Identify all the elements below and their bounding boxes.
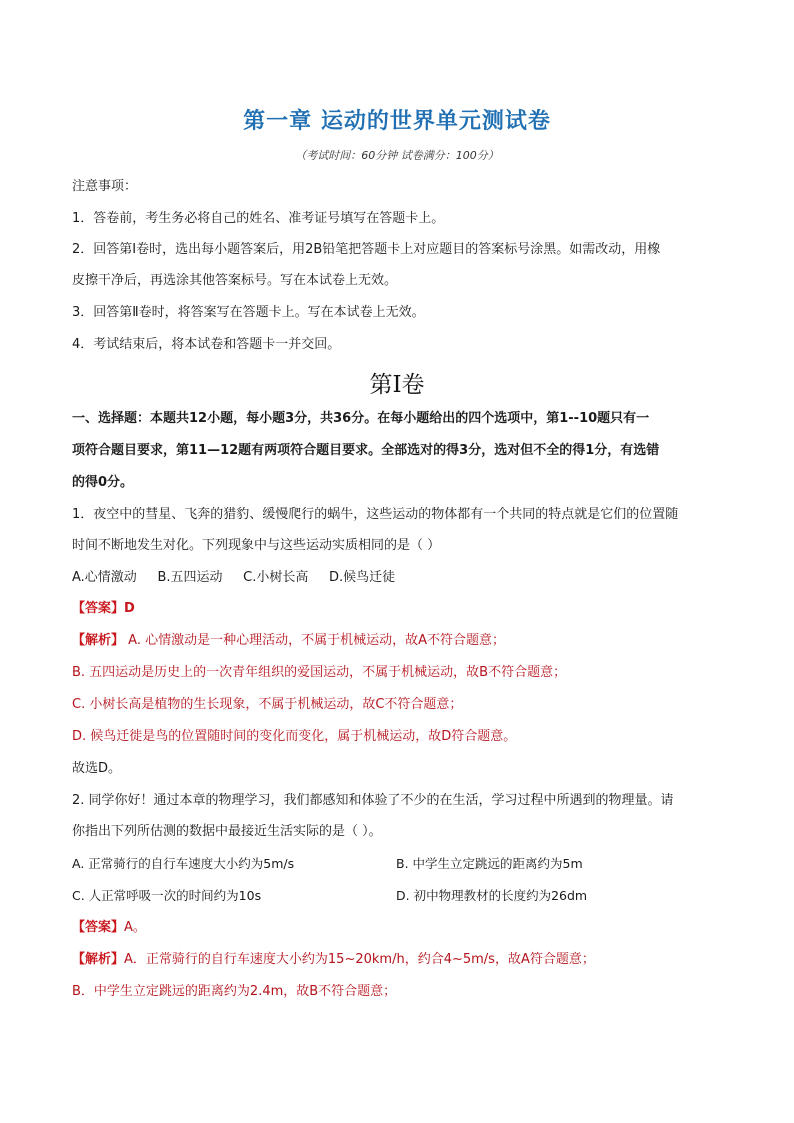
q2-answer-value: A。 — [124, 920, 146, 935]
q1-answer-value: D — [124, 601, 135, 616]
q2-option-d: D. 初中物理教材的长度约为26dm — [396, 888, 588, 903]
q1-analysis-line-2: B. 五四运动是历史上的一次青年组织的爱国运动，不属于机械运动，故B不符合题意； — [72, 665, 567, 680]
q1-analysis-line-1 — [72, 632, 732, 650]
notice-item-3: 3．回答第Ⅱ卷时，将答案写在答题卡上。写在本试卷上无效。 — [72, 305, 425, 320]
q2-analysis-line-1 — [72, 951, 732, 969]
q1-answer-tag: 【答案】 — [72, 601, 125, 616]
q1-answer — [72, 600, 732, 618]
q2-answer — [72, 919, 732, 937]
instructions-line-1: 一、选择题：本题共12小题，每小题3分，共36分。在每小题给出的四个选项中，第1--10题只有一 — [72, 411, 650, 426]
q2-analysis-text-1: A．正常骑行的自行车速度大小约为15~20km/h，约合4~5m/s，故A符合题意； — [124, 952, 595, 967]
q2-option-b: B. 中学生立定跳远的距离约为5m — [396, 856, 583, 871]
q1-analysis-line-3: C. 小树长高是植物的生长现象，不属于机械运动，故C不符合题意； — [72, 697, 463, 712]
q1-analysis-text-1: A. 心情激动是一种心理活动，不属于机械运动，故A不符合题意； — [124, 633, 505, 648]
q2-analysis-tag: 【解析】 — [72, 952, 125, 967]
q2-option-c: C. 人正常呼吸一次的时间约为10s — [72, 888, 262, 903]
q2-stem-line-1: 2. 同学你好！通过本章的物理学习，我们都感知和体验了不少的在生活，学习过程中所遇到的物理量。请 — [72, 793, 674, 808]
q2-analysis-line-2: B．中学生立定跳远的距离约为2.4m，故B不符合题意； — [72, 984, 397, 999]
section-title: 第Ⅰ卷 — [369, 372, 425, 398]
q1-analysis-tag: 【解析】 — [72, 633, 125, 648]
exam-title: 第一章 运动的世界单元测试卷 — [243, 109, 551, 134]
notice-item-4: 4．考试结束后，将本试卷和答题卡一并交回。 — [72, 337, 341, 352]
q1-conclusion: 故选D。 — [72, 761, 122, 776]
notice-item-2-cont: 皮擦干净后，再选涂其他答案标号。写在本试卷上无效。 — [72, 273, 398, 288]
q1-analysis-line-4: D. 候鸟迁徙是鸟的位置随时间的变化而变化，属于机械运动，故D符合题意。 — [72, 729, 517, 744]
notice-item-1: 1．答卷前，考生务必将自己的姓名、准考证号填写在答题卡上。 — [72, 211, 445, 226]
q1-options: A.心情激动 B.五四运动 C.小树长高 D.候鸟迁徒 — [72, 570, 396, 585]
exam-subtitle: （考试时间：60分钟 试卷满分：100分） — [295, 149, 499, 162]
q2-option-a: A. 正常骑行的自行车速度大小约为5m/s — [72, 856, 295, 871]
instructions-line-3: 的得0分。 — [72, 475, 134, 490]
notice-heading: 注意事项： — [72, 179, 138, 194]
q2-stem-line-2: 你指出下列所估测的数据中最接近生活实际的是（ ）。 — [72, 824, 382, 839]
instructions-line-2: 项符合题目要求，第11—12题有两项符合题目要求。全部选对的得3分，选对但不全的得1分，有选错 — [72, 443, 660, 458]
notice-item-2: 2．回答第Ⅰ卷时，选出每小题答案后，用2B铅笔把答题卡上对应题目的答案标号涂黑。如需改动，用橡 — [72, 242, 661, 257]
q1-stem-line-2: 时间不断地发生对化。下列现象中与这些运动实质相同的是（ ） — [72, 538, 441, 553]
q2-answer-tag: 【答案】 — [72, 920, 125, 935]
q1-stem-line-1: 1．夜空中的彗星、飞奔的猎豹、缓慢爬行的蜗牛，这些运动的物体都有一个共同的特点就是它们的位置随 — [72, 507, 679, 522]
